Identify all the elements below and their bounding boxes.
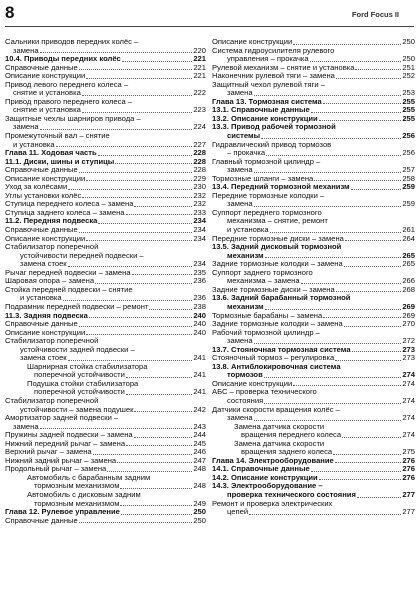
- toc-entry-title: проверка технического состояния: [227, 489, 356, 499]
- toc-page-number: 240: [193, 327, 206, 337]
- toc-column-right: [212, 38, 415, 517]
- toc-entry-title: 13.4. Передний тормозной механизм: [212, 182, 350, 192]
- dot-leader: [93, 454, 193, 455]
- toc-entry-title: Задние тормозные колодки – замена: [212, 259, 343, 269]
- dot-leader: [120, 505, 192, 506]
- toc-entry-title: замена: [227, 199, 253, 209]
- dot-leader: [261, 138, 401, 139]
- toc-entry-title: Стабилизатор поперечной: [5, 242, 99, 252]
- page-header: [0, 0, 419, 26]
- dot-leader: [120, 488, 192, 489]
- toc-page-number: 234: [193, 259, 206, 269]
- toc-page-number: 261: [402, 225, 415, 235]
- toc-entry-title: Промежуточный вал – снятие: [5, 131, 110, 141]
- toc-entry-title: замена: [13, 122, 39, 132]
- dot-leader: [79, 232, 193, 233]
- toc-entry-title: 13.8. Антиблокировочная система: [212, 361, 341, 371]
- dot-leader: [342, 437, 401, 438]
- toc-entry-title: снятие и установка: [13, 105, 81, 115]
- dot-leader: [265, 309, 402, 310]
- toc-page-number: 272: [402, 336, 415, 346]
- dot-leader: [40, 428, 193, 429]
- toc-page-number: 234: [193, 216, 206, 226]
- toc-entry-title: Глава 13. Тормозная система: [212, 96, 322, 106]
- toc-entry-title: Описание конструкции: [5, 327, 86, 337]
- dot-leader: [254, 420, 402, 421]
- toc-entry-title: 13.3. Привод рабочей тормозной: [212, 122, 336, 132]
- toc-entry-title: Глава 12. Рулевое управление: [5, 507, 120, 517]
- toc-entry-title: и установка: [227, 225, 269, 235]
- toc-entry-title: замена: [227, 165, 253, 175]
- toc-page-number: 257: [402, 165, 415, 175]
- toc-page-number: 240: [193, 319, 206, 329]
- dot-leader: [323, 317, 401, 318]
- dot-leader: [98, 223, 192, 224]
- dot-leader: [79, 522, 193, 523]
- toc-page-number: 224: [193, 122, 206, 132]
- dot-leader: [126, 445, 192, 446]
- toc-page-number: 248: [193, 481, 206, 491]
- toc-entry-title: замена: [13, 45, 39, 55]
- toc-entry-title: 13.5. Задний дисковый тормозной: [212, 242, 342, 252]
- toc-entry-title: Привод левого переднего колеса –: [5, 79, 129, 89]
- dot-leader: [121, 514, 192, 515]
- toc-page-number: 246: [193, 447, 206, 457]
- toc-entry-title: Наконечник рулевой тяги – замена: [212, 71, 335, 81]
- toc-page-number: 274: [402, 378, 415, 388]
- toc-entry-title: Справочные данные: [5, 319, 78, 329]
- toc-entry-title: 13.2. Описание конструкции: [212, 113, 318, 123]
- toc-entry-title: тормозным механизмом: [34, 481, 120, 491]
- dot-leader: [86, 334, 192, 335]
- toc-page-number: 221: [193, 54, 206, 64]
- dot-leader: [68, 189, 192, 190]
- toc-page-number: 259: [402, 199, 415, 209]
- toc-entry-title: Описание конструкции: [5, 173, 86, 183]
- toc-page-number: 275: [402, 447, 415, 457]
- toc-page-number: 259: [402, 182, 415, 192]
- dot-leader: [79, 69, 193, 70]
- toc-page-number: 232: [193, 190, 206, 200]
- toc-page-number: 241: [193, 370, 206, 380]
- toc-entry-title: состояния: [227, 395, 264, 405]
- dot-leader: [319, 479, 402, 480]
- toc-entry-title: 13.7. Стояночная тормозная система: [212, 344, 351, 354]
- toc-entry-title: механизм: [227, 301, 264, 311]
- toc-entry-title: замена: [227, 88, 253, 98]
- dot-leader: [301, 283, 402, 284]
- toc-entry-title: Шаровая опора – замена: [5, 276, 95, 286]
- toc-entry-title: Нижний передний рычаг – замена: [5, 438, 126, 448]
- toc-entry-title: вращения заднего колеса: [241, 447, 333, 457]
- dot-leader: [40, 129, 193, 130]
- dot-leader: [82, 197, 192, 198]
- dot-leader: [149, 309, 192, 310]
- dot-leader: [79, 326, 193, 327]
- toc-page-number: 269: [402, 301, 415, 311]
- toc-entry-title: Тормозные барабаны – замена: [212, 310, 323, 320]
- dot-leader: [311, 112, 402, 113]
- toc-entry: [5, 517, 206, 526]
- dot-leader: [266, 155, 401, 156]
- toc-entry-title: Верхний рычаг – замена: [5, 447, 92, 457]
- dot-leader: [89, 317, 193, 318]
- toc-page-number: 269: [402, 310, 415, 320]
- toc-page-number: 258: [402, 173, 415, 183]
- toc-entry-title: Автомобиль с дисковым задним: [27, 489, 141, 499]
- toc-page-number: 221: [193, 71, 206, 81]
- toc-entry-title: 11.3. Задняя подвеска: [5, 310, 88, 320]
- toc-entry-title: Рычаг передней подвески – замена: [5, 267, 131, 277]
- toc-page-number: 222: [193, 88, 206, 98]
- toc-entry-title: Рулевой механизм – снятие и установка: [212, 62, 355, 72]
- toc-page-number: 265: [402, 259, 415, 269]
- dot-leader: [265, 257, 402, 258]
- dot-leader: [254, 206, 402, 207]
- toc-page-number: 243: [193, 421, 206, 431]
- dot-leader: [79, 172, 193, 173]
- toc-entry-title: Главный тормозной цилиндр –: [212, 156, 321, 166]
- toc-page-number: 252: [402, 71, 415, 81]
- toc-entry-title: Стойка передней подвески – снятие: [5, 284, 133, 294]
- toc-entry-title: Уход за колёсами: [5, 182, 68, 192]
- toc-page-number: 245: [193, 438, 206, 448]
- toc-page-number: 255: [402, 96, 415, 106]
- dot-leader: [68, 266, 193, 267]
- toc-entry-title: Справочные данные: [5, 225, 78, 235]
- toc-entry-title: снятие и установка: [13, 88, 81, 98]
- header-divider: [5, 26, 414, 27]
- toc-entry-title: поперечной устойчивости: [34, 370, 125, 380]
- toc-entry-title: Нижний задний рычаг – замена: [5, 455, 117, 465]
- dot-leader: [336, 291, 402, 292]
- toc-entry-title: Справочные данные: [5, 515, 78, 525]
- dot-leader: [314, 180, 401, 181]
- toc-page-number: 228: [193, 148, 206, 158]
- toc-page-number: 276: [402, 464, 415, 474]
- toc-entry-title: Стабилизатор поперечной: [5, 395, 99, 405]
- toc-entry-title: Тормозные шланги – замена: [212, 173, 314, 183]
- toc-page-number: 238: [193, 301, 206, 311]
- toc-entry-title: Система гидроусилителя рулевого: [212, 45, 335, 55]
- toc-entry-title: замена: [227, 413, 253, 423]
- dot-leader: [254, 95, 402, 96]
- toc-entry-title: Описание конструкции: [212, 37, 293, 46]
- dot-leader: [254, 343, 402, 344]
- toc-entry-title: 11.2. Передняя подвеска: [5, 216, 98, 226]
- toc-entry-title: устойчивости – замена подушек: [20, 404, 134, 414]
- toc-entry-title: 11.1. Диски, шины и ступицы: [5, 156, 115, 166]
- toc-entry-title: Ступица переднего колеса – замена: [5, 199, 134, 209]
- toc-entry-title: Справочные данные: [5, 165, 78, 175]
- toc-page-number: 234: [193, 233, 206, 243]
- toc-page-number: 241: [193, 387, 206, 397]
- toc-entry-title: 14.3. Электрооборудование –: [212, 481, 323, 491]
- toc-page-number: 273: [402, 344, 415, 354]
- toc-entry-title: замена: [13, 421, 39, 431]
- toc-entry-title: Продольный рычаг – замена: [5, 464, 107, 474]
- toc-entry-title: Стояночный тормоз – регулировка: [212, 353, 335, 363]
- toc-page-number: 223: [193, 105, 206, 115]
- toc-entry-title: механизма – замена: [227, 276, 300, 286]
- dot-leader: [345, 240, 401, 241]
- toc-entry-title: Ремонт и проверка электрических: [212, 498, 333, 508]
- toc-entry-title: Передние тормозные диски – замена: [212, 233, 344, 243]
- toc-entry-title: поперечной устойчивости: [34, 387, 125, 397]
- toc-entry-title: механизма – снятие, ремонт: [227, 216, 328, 226]
- dot-leader: [122, 61, 193, 62]
- toc-page-number: 227: [193, 139, 206, 149]
- toc-entry-title: Гидравлический привод тормозов: [212, 139, 332, 149]
- toc-page-number: 276: [402, 472, 415, 482]
- toc-page-number: 264: [402, 233, 415, 243]
- dot-leader: [82, 112, 193, 113]
- toc-page-number: 273: [402, 353, 415, 363]
- dot-leader: [264, 377, 402, 378]
- toc-entry-title: Ступица заднего колеса – замена: [5, 207, 125, 217]
- toc-entry-title: устойчивости задней подвески –: [20, 344, 135, 354]
- toc-column-left: [5, 38, 206, 525]
- toc-entry-title: цепей: [227, 507, 249, 517]
- dot-leader: [293, 44, 401, 45]
- dot-leader: [264, 403, 401, 404]
- toc-page-number: 232: [193, 199, 206, 209]
- toc-entry-title: Описание конструкции: [212, 378, 293, 388]
- toc-page-number: 270: [402, 319, 415, 329]
- toc-page-number: 256: [402, 131, 415, 141]
- toc-entry-title: Пружины задней подвески – замена: [5, 430, 133, 440]
- dot-leader: [335, 462, 402, 463]
- toc-entry-title: вращения переднего колеса: [241, 430, 342, 440]
- dot-leader: [82, 95, 193, 96]
- toc-entry-title: Автомобиль с барабанным задним: [27, 472, 151, 482]
- toc-entry-title: тормозов: [227, 370, 263, 380]
- toc-entry-title: замена: [227, 336, 253, 346]
- toc-page-number: 274: [402, 370, 415, 380]
- toc-entry-title: Углы установки колёс: [5, 190, 82, 200]
- toc-page-number: 250: [402, 37, 415, 46]
- toc-page-number: 235: [193, 267, 206, 277]
- dot-leader: [134, 206, 192, 207]
- toc-entry-title: Подушка стойки стабилизатора: [27, 378, 139, 388]
- dot-leader: [355, 69, 401, 70]
- dot-leader: [293, 385, 401, 386]
- toc-entry-title: 13.1. Справочные данные: [212, 105, 310, 115]
- toc-page-number: 274: [402, 430, 415, 440]
- toc-page-number: 251: [402, 62, 415, 72]
- toc-page-number: 268: [402, 284, 415, 294]
- toc-entry-title: замена стоек: [20, 259, 67, 269]
- toc-page-number: 277: [402, 507, 415, 517]
- toc-entry-title: Стабилизатор поперечной: [5, 336, 99, 346]
- dot-leader: [249, 514, 401, 515]
- toc-entry-title: Задние тормозные диски – замена: [212, 284, 335, 294]
- toc-page-number: 236: [193, 293, 206, 303]
- dot-leader: [351, 189, 402, 190]
- dot-leader: [134, 437, 193, 438]
- toc-page-number: 277: [402, 489, 415, 499]
- toc-entry-title: Передние тормозные колодки –: [212, 190, 325, 200]
- toc-page-number: 244: [193, 430, 206, 440]
- toc-page-number: 228: [193, 156, 206, 166]
- toc-page-number: 256: [402, 148, 415, 158]
- toc-entry-title: 13.6. Задний барабанный тормозной: [212, 293, 351, 303]
- toc-entry-title: замена стоек: [20, 353, 67, 363]
- toc-entry-title: системы: [227, 131, 261, 141]
- toc-page-number: 249: [193, 498, 206, 508]
- toc-entry-title: устойчивости передней подвески –: [20, 250, 144, 260]
- toc-page-number: 274: [402, 413, 415, 423]
- toc-entry-title: Глава 14. Электрооборудование: [212, 455, 334, 465]
- dot-leader: [115, 163, 192, 164]
- toc-page-number: 250: [193, 507, 206, 517]
- toc-entry-title: Сальники приводов передних колёс –: [5, 37, 139, 46]
- dot-leader: [63, 300, 193, 301]
- toc-page-number: 276: [402, 455, 415, 465]
- dot-leader: [319, 120, 402, 121]
- toc-entry-title: Подрамник передней подвески – ремонт: [5, 301, 149, 311]
- toc-page-number: 255: [402, 113, 415, 123]
- toc-page-number: 233: [193, 207, 206, 217]
- toc-page-number: 221: [193, 62, 206, 72]
- dot-leader: [270, 232, 402, 233]
- toc-page-number: 250: [193, 515, 206, 525]
- toc-page-number: 253: [402, 88, 415, 98]
- toc-entry-title: Описание конструкции: [5, 233, 86, 243]
- toc-entry-title: АБС – проверка технического: [212, 387, 317, 397]
- toc-entry-title: и установка: [13, 139, 55, 149]
- dot-leader: [98, 155, 193, 156]
- toc-entry-title: Шарнирная стойка стабилизатора: [27, 361, 148, 371]
- toc-page-number: 247: [193, 455, 206, 465]
- toc-entry-title: Суппорт переднего тормозного: [212, 207, 322, 217]
- toc-page-number: 241: [193, 353, 206, 363]
- toc-entry-title: 10.4. Приводы передних колёс: [5, 54, 121, 64]
- running-title: Ford Focus II: [351, 10, 399, 19]
- toc-entry-title: Задние тормозные колодки – замена: [212, 319, 343, 329]
- dot-leader: [126, 394, 192, 395]
- dot-leader: [134, 411, 192, 412]
- toc-page-number: 248: [193, 464, 206, 474]
- toc-entry-title: Глава 11. Ходовая часть: [5, 148, 97, 158]
- toc-page-number: 250: [402, 54, 415, 64]
- toc-entry-title: управления – прокачка: [227, 54, 309, 64]
- toc-entry-title: Привод правого переднего колеса –: [5, 96, 133, 106]
- dot-leader: [336, 78, 401, 79]
- toc-page-number: 230: [193, 182, 206, 192]
- toc-entry-title: механизм: [227, 250, 264, 260]
- dot-leader: [68, 360, 193, 361]
- toc-entry-title: Датчики скорости вращения колёс –: [212, 404, 340, 414]
- toc-page-number: 220: [193, 45, 206, 55]
- toc-entry-title: Справочные данные: [5, 62, 78, 72]
- toc-page-number: 266: [402, 276, 415, 286]
- toc-page-number: 240: [193, 310, 206, 320]
- dot-leader: [310, 61, 402, 62]
- dot-leader: [344, 266, 402, 267]
- toc-page-number: 229: [193, 173, 206, 183]
- toc-page-number: 255: [402, 105, 415, 115]
- dot-leader: [335, 360, 401, 361]
- toc-page-number: 236: [193, 276, 206, 286]
- toc-entry-title: 14.2. Описание конструкции: [212, 472, 318, 482]
- dot-leader: [344, 326, 402, 327]
- toc-entry-title: 14.1. Справочные данные: [212, 464, 310, 474]
- toc-entry-title: и установка: [20, 293, 62, 303]
- dot-leader: [86, 240, 192, 241]
- toc-page-number: 234: [193, 225, 206, 235]
- toc-page-number: 228: [193, 165, 206, 175]
- dot-leader: [86, 78, 192, 79]
- dot-leader: [254, 172, 402, 173]
- toc-entry-title: тормозным механизмом: [34, 498, 120, 508]
- dot-leader: [95, 283, 192, 284]
- dot-leader: [333, 454, 401, 455]
- toc-entry-title: – прокачка: [227, 148, 266, 158]
- toc-entry-title: Замена датчика скорости: [234, 438, 325, 448]
- toc-entry-title: Описание конструкции: [5, 71, 86, 81]
- toc-entry: [212, 508, 415, 517]
- dot-leader: [117, 462, 192, 463]
- toc-page-number: 274: [402, 395, 415, 405]
- dot-leader: [107, 471, 192, 472]
- toc-entry-title: Суппорт заднего тормозного: [212, 267, 313, 277]
- toc-entry-title: Замена датчика скорости: [234, 421, 325, 431]
- toc-entry-title: Амортизатор задней подвески –: [5, 413, 119, 423]
- dot-leader: [126, 214, 193, 215]
- toc-entry-title: Защитные чехлы шарниров привода –: [5, 113, 141, 123]
- toc-page-number: 242: [193, 404, 206, 414]
- dot-leader: [86, 180, 192, 181]
- dot-leader: [323, 103, 402, 104]
- page-number: 8: [5, 3, 15, 22]
- dot-leader: [40, 52, 193, 53]
- dot-leader: [132, 274, 193, 275]
- toc-page-number: 265: [402, 250, 415, 260]
- dot-leader: [357, 497, 401, 498]
- toc-entry-title: Защитный чехол рулевой тяги –: [212, 79, 325, 89]
- dot-leader: [56, 146, 193, 147]
- toc-entry-title: Рабочий тормозной цилиндр –: [212, 327, 320, 337]
- dot-leader: [126, 377, 192, 378]
- dot-leader: [352, 351, 402, 352]
- dot-leader: [311, 471, 402, 472]
